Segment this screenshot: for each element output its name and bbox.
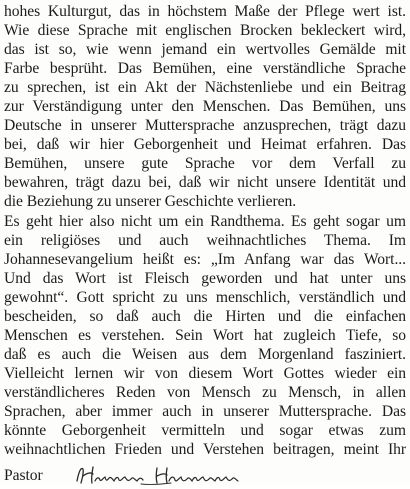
- text-line: weihnachtlichen Frieden und Verstehen beitragen, meint Ihr: [4, 441, 406, 459]
- text-line: die Beziehung zu unserer Geschichte verlieren.: [4, 193, 297, 211]
- text-line: hohes Kulturgut, das in höchstem Maße der Pflege wert ist.: [4, 3, 406, 20]
- text-line: Johannesevangelium heißt es: „Im Anfang war das Wort...: [4, 250, 406, 268]
- text-line: zu sprechen, ist ein Akt der Nächstenliebe und ein Beitrag: [4, 79, 406, 97]
- text-line: bescheiden, so daß auch die Hirten und die einfachen: [4, 307, 406, 325]
- closing-word: Pastor: [4, 467, 43, 485]
- text-line: Farbe besprüht. Das Bemühen, eine verständliche Sprache: [4, 60, 406, 78]
- text-line: gewohnt“. Gott spricht zu uns menschlich, verständlich und: [4, 288, 406, 306]
- paragraph-2: [4, 212, 406, 460]
- text-line: Wie diese Sprache mit englischen Brocken bekleckert wird,: [4, 22, 406, 40]
- text-line: bei, daß wir hier Geborgenheit und Heimat erfahren. Das: [4, 136, 406, 154]
- text-line: Vielleicht lernen wir von diesem Wort Gottes wieder ein: [4, 364, 406, 382]
- text-line: Es geht hier also nicht um ein Randthema. Es geht sogar um: [4, 212, 406, 230]
- text-line: bewahren, trägt dazu bei, daß wir nicht unsere Identität und: [4, 174, 406, 192]
- handwritten-signature: [71, 463, 261, 489]
- text-line: das ist so, wie wenn jemand ein wertvolles Gemälde mit: [4, 41, 406, 59]
- text-line: daß es auch die Weisen aus dem Morgenland fasziniert.: [4, 345, 406, 363]
- text-line: Bemühen, unsere gute Sprache vor dem Verfall zu: [4, 155, 406, 173]
- paragraph-1: [4, 2, 406, 212]
- text-line: verständlicheres Reden von Mensch zu Mensch, in allen: [4, 383, 406, 401]
- text-line: ein religiöses und auch weihnachtliches Thema. Im: [4, 231, 406, 249]
- text-line: Sprachen, aber immer auch in unserer Muttersprache. Das: [4, 402, 406, 420]
- closing-line: [4, 459, 406, 485]
- document-body: [4, 2, 406, 485]
- text-line: Deutsche in unserer Muttersprache anzusprechen, trägt dazu: [4, 117, 406, 135]
- text-line: Und das Wort ist Fleisch geworden und hat unter uns: [4, 269, 406, 287]
- text-line: zur Verständigung unter den Menschen. Das Bemühen, uns: [4, 98, 406, 116]
- text-line: könnte Geborgenheit vermitteln und sogar etwas zum: [4, 422, 406, 440]
- text-line: Menschen es verstehen. Sein Wort hat zugleich Tiefe, so: [4, 326, 406, 344]
